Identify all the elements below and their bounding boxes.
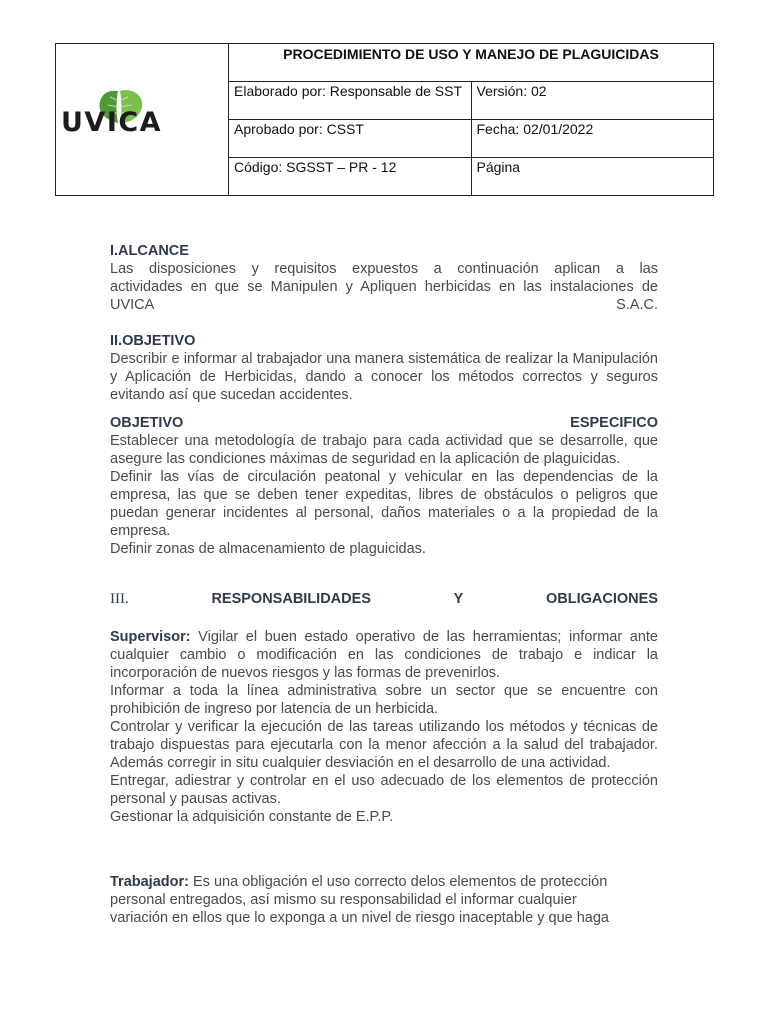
trabajador-line-3: variación en ellos que lo exponga a un nivel de riesgo inaceptable y que haga xyxy=(110,910,609,926)
alcance-line-1: Las disposiciones y requisitos expuestos a continuación aplican a las xyxy=(110,261,658,277)
codigo: Código: SGSST – PR - 12 xyxy=(229,158,472,196)
heading-especifico-word: ESPECIFICO xyxy=(570,415,658,431)
version: Versión: 02 xyxy=(471,82,714,120)
heading-word-y: Y xyxy=(453,591,464,607)
section-objetivo-especifico xyxy=(110,414,658,558)
fecha: Fecha: 02/01/2022 xyxy=(471,120,714,158)
heading-responsabilidades xyxy=(110,590,658,608)
section-responsabilidades xyxy=(110,590,658,608)
aprobado-por: Aprobado por: CSST xyxy=(229,120,472,158)
logo-cell xyxy=(56,44,229,196)
section-supervisor xyxy=(110,628,658,826)
objetivo-especifico-p3: Definir zonas de almacenamiento de plaguicidas. xyxy=(110,541,426,557)
supervisor-p5: Gestionar la adquisición constante de E.P.P. xyxy=(110,809,394,825)
supervisor-p4: Entregar, adiestrar y controlar en el uso adecuado de los elementos de protección personal y pausas activas. xyxy=(110,773,658,807)
heading-alcance: I.ALCANCE xyxy=(110,243,189,259)
document-header-table xyxy=(55,43,714,196)
pagina: Página xyxy=(471,158,714,196)
alcance-line-3 xyxy=(110,296,658,314)
trabajador-line-1 xyxy=(110,873,658,891)
logo-wordmark: UVICA xyxy=(61,106,163,138)
trabajador-text-1: Es una obligación el uso correcto delos elementos de protección xyxy=(188,874,608,890)
heading-objetivo-especifico xyxy=(110,414,658,432)
uvica-logo xyxy=(56,85,228,155)
objetivo-especifico-p1: Establecer una metodología de trabajo para cada actividad que se desarrolle, que asegure las condiciones máximas de seguridad en la aplicación de plaguicidas. xyxy=(110,433,658,467)
alcance-company-suffix: S.A.C. xyxy=(616,297,658,313)
heading-objetivo-word: OBJETIVO xyxy=(110,415,184,431)
alcance-company: UVICA xyxy=(110,297,155,313)
heading-word-obligaciones: OBLIGACIONES xyxy=(546,591,658,607)
trabajador-label: Trabajador: xyxy=(110,874,189,890)
elaborado-por: Elaborado por: Responsable de SST xyxy=(229,82,472,120)
objetivo-especifico-p2: Definir las vías de circulación peatonal y vehicular en las dependencias de la empresa, las que se deben tener expeditas, libres de obstáculos o peligros que puedan generar incidentes al personal, daños materiales o a la propiedad de la empresa. xyxy=(110,469,658,539)
section-objetivo xyxy=(110,332,658,404)
objetivo-text: Describir e informar al trabajador una manera sistemática de realizar la Manipulación y Aplicación de Herbicidas, dando a conocer los métodos correctos y seguros evitando así que sucedan accidentes. xyxy=(110,351,658,403)
document-title: PROCEDIMIENTO DE USO Y MANEJO DE PLAGUICIDAS xyxy=(229,44,714,82)
heading-word-responsabilidades: RESPONSABILIDADES xyxy=(211,591,371,607)
supervisor-text-1: Vigilar el buen estado operativo de las herramientas; informar ante cualquier cambio o modificación en las condiciones de trabajo e indicar la incorporación de nuevos riesgos y las formas de prevenirlos. xyxy=(110,629,658,681)
section-alcance xyxy=(110,242,658,314)
trabajador-line-2: personal entregados, así mismo su responsabilidad el informar cualquier xyxy=(110,892,577,908)
heading-roman-numeral: III. xyxy=(110,591,129,607)
heading-objetivo: II.OBJETIVO xyxy=(110,333,196,349)
supervisor-label: Supervisor: xyxy=(110,629,191,645)
supervisor-p3: Controlar y verificar la ejecución de las tareas utilizando los métodos y técnicas de trabajo dispuestas para ejecutarla con la menor afección a la salud del trabajador. Además corregir in situ cualquier desviación en el desarrollo de una actividad. xyxy=(110,719,658,771)
alcance-line-2: actividades en que se Manipulen y Apliquen herbicidas en las instalaciones de xyxy=(110,279,658,295)
supervisor-p1 xyxy=(110,628,658,682)
supervisor-p2: Informar a toda la línea administrativa sobre un sector que se encuentre con prohibición de ingreso por latencia de un herbicida. xyxy=(110,683,658,717)
section-trabajador xyxy=(110,873,658,927)
